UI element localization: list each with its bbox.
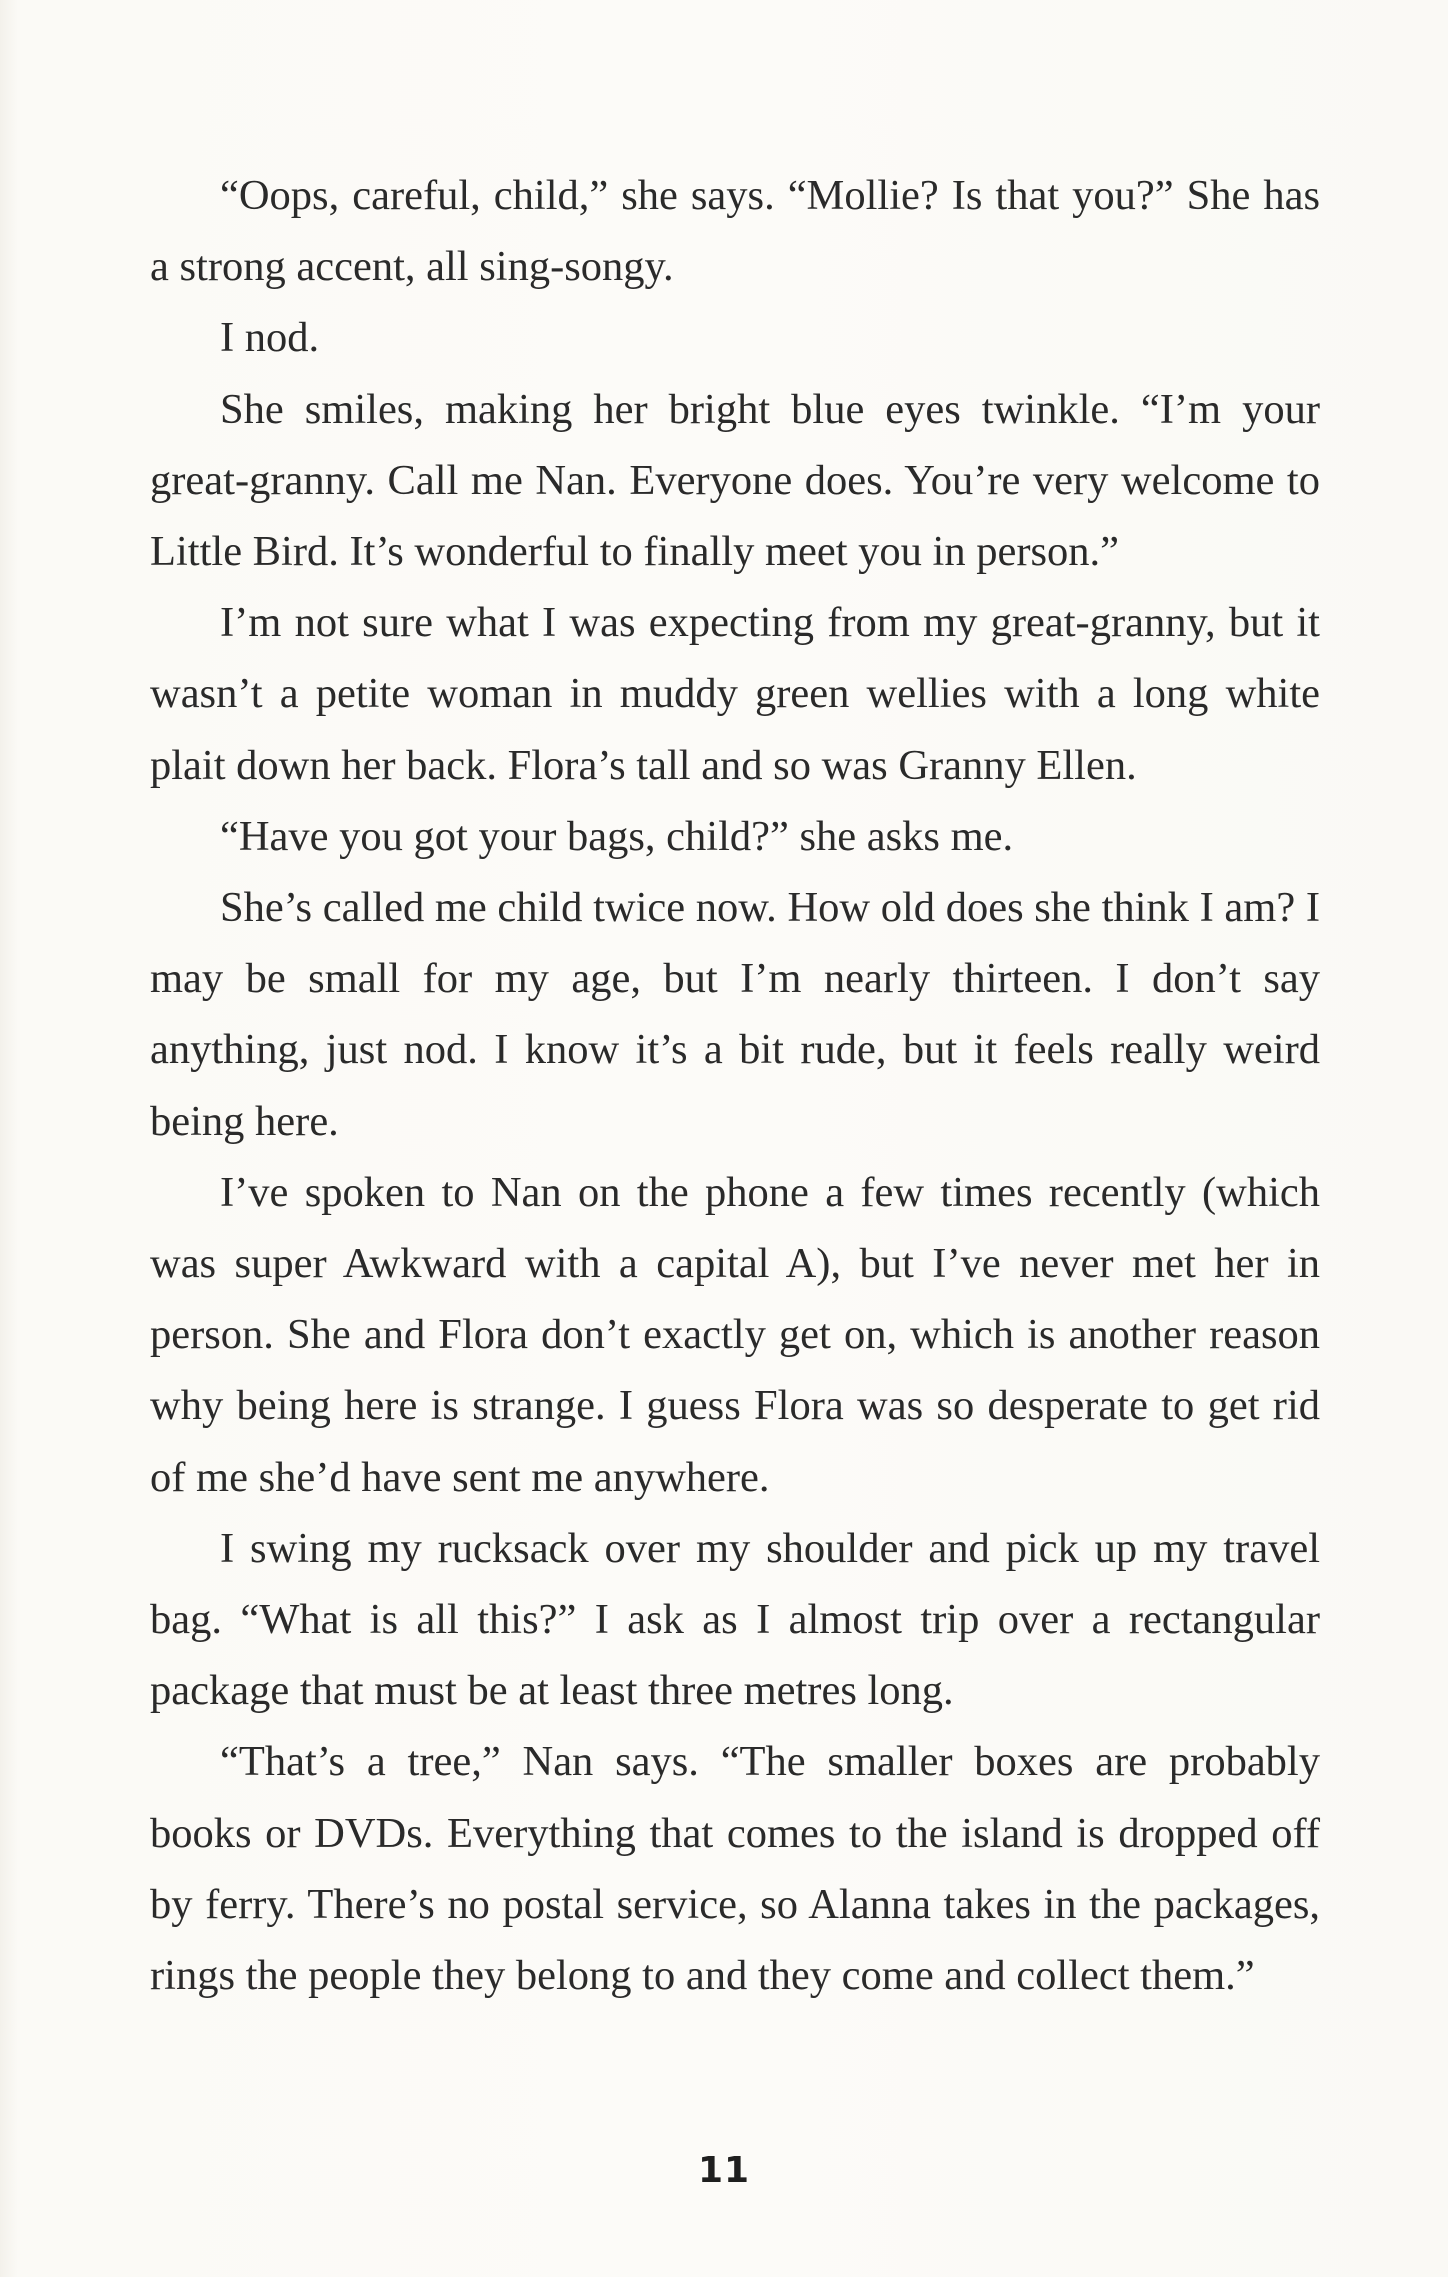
paragraph-9: “That’s a tree,” Nan says. “The smaller boxes are probably books or DVDs. Everything that comes to the island is dropped off by ferry. There’s no postal service, so Alanna takes in the packages, rings the people they belong to and they come and collect them.” bbox=[150, 1738, 1320, 2000]
paragraph-7: I’ve spoken to Nan on the phone a few times recently (which was super Awkward with a capital A), but I’ve never met her in person. She and Flora don’t exactly get on, which is another reason why being here is strange. I guess Flora was so desperate to get rid of me she’d have sent me anywhere. bbox=[150, 1168, 1320, 1501]
paragraph-6: She’s called me child twice now. How old does she think I am? I may be small for my age, but I’m nearly thirteen. I don’t say anything, just nod. I know it’s a bit rude, but it feels really weird being here. bbox=[150, 884, 1320, 1145]
paragraph-1: “Oops, careful, child,” she says. “Mollie? Is that you?” She has a strong accent, all sing-songy. bbox=[150, 172, 1320, 291]
paragraph-2: I nod. bbox=[220, 314, 320, 362]
body-text bbox=[150, 160, 1320, 2011]
page-number: 11 bbox=[697, 2150, 751, 2191]
paragraph-3: She smiles, making her bright blue eyes twinkle. “I’m your great-granny. Call me Nan. Everyone does. You’re very welcome to Little Bird. It’s wonderful to finally meet you in person.” bbox=[150, 385, 1320, 576]
paragraph-8: I swing my rucksack over my shoulder and pick up my travel bag. “What is all this?” I ask as I almost trip over a rectangular package that must be at least three metres long. bbox=[150, 1524, 1320, 1715]
paragraph-5: “Have you got your bags, child?” she asks me. bbox=[220, 812, 1014, 860]
paragraph-4: I’m not sure what I was expecting from my great-granny, but it wasn’t a petite woman in muddy green wellies with a long white plait down her back. Flora’s tall and so was Granny Ellen. bbox=[150, 599, 1320, 789]
